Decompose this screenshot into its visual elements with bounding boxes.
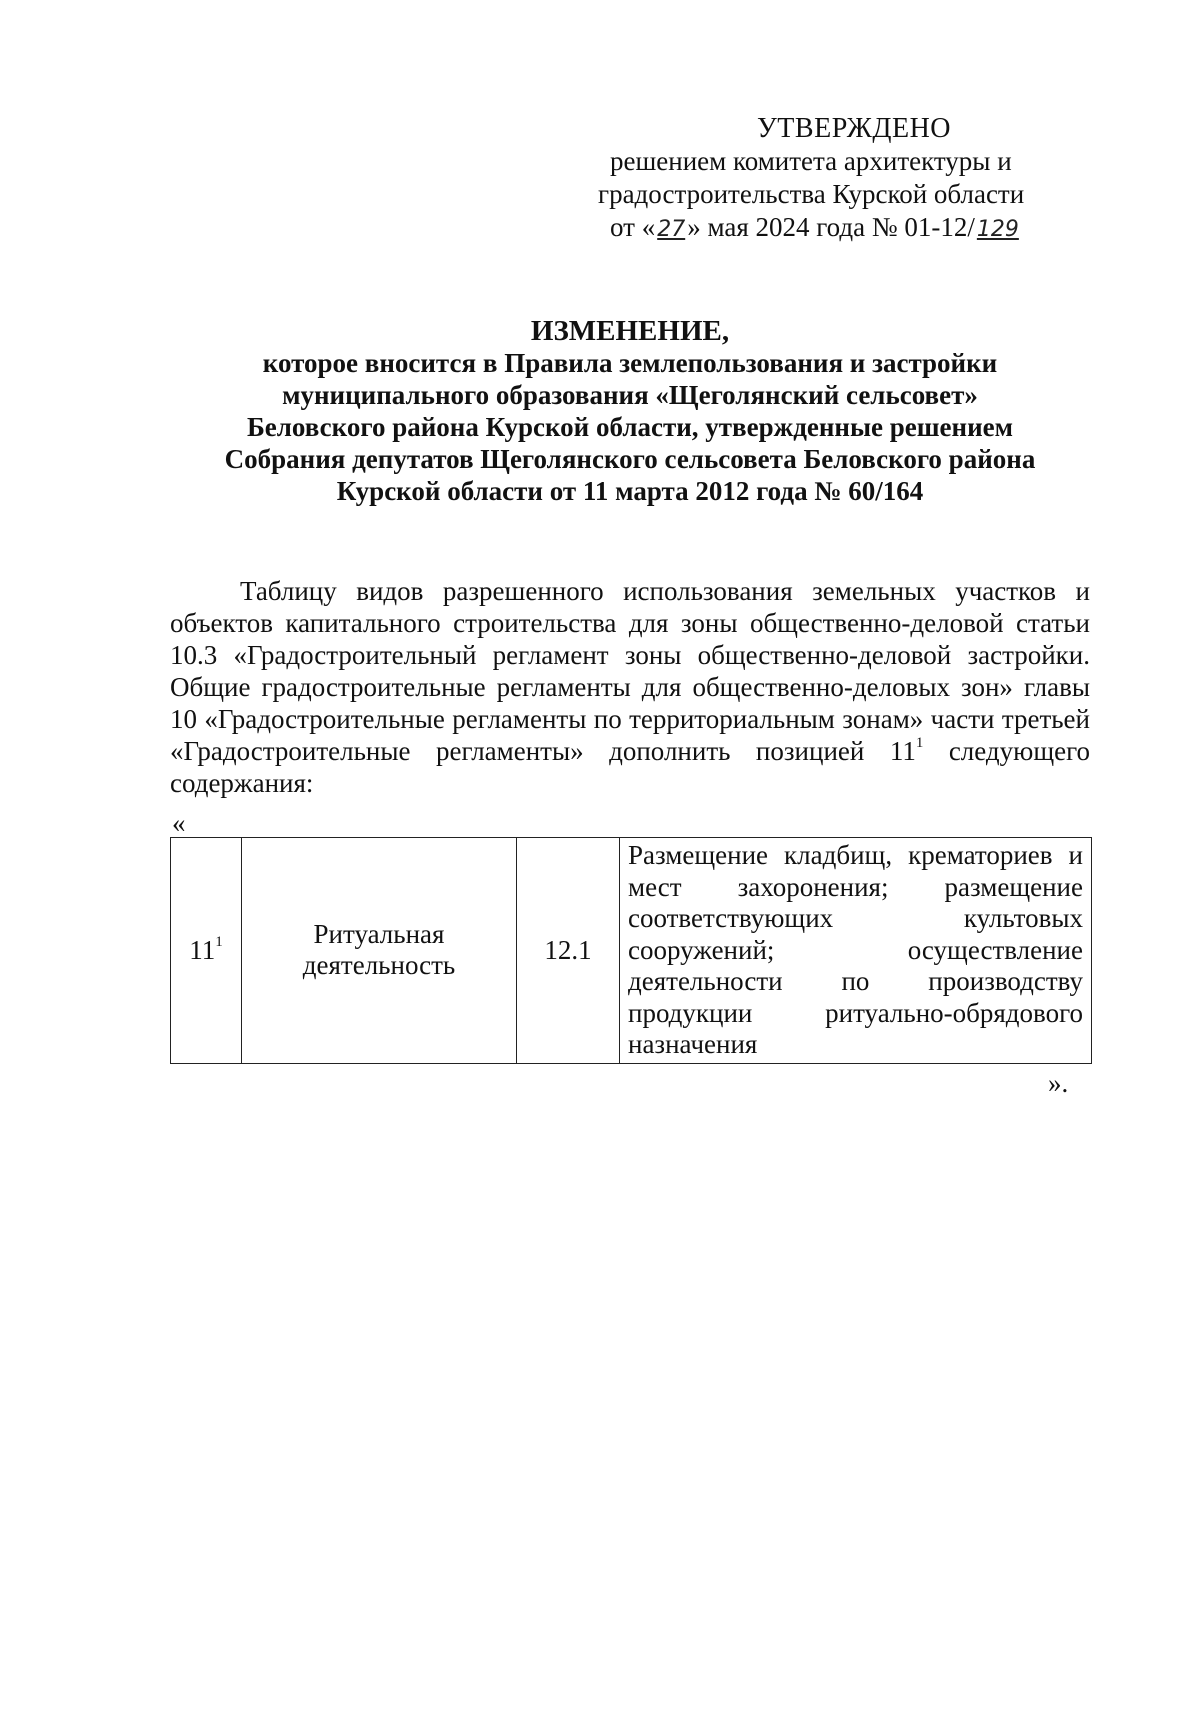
table-row bbox=[171, 838, 1092, 1064]
cell-number bbox=[171, 838, 242, 1064]
cell-description: Размещение кладбищ, крематориев и мест захоронения; размещение соответствующих культовых сооружений; осуществление деятельности по производству продукции ритуально-обрядового назначения bbox=[620, 838, 1092, 1064]
handwritten-number: 129 bbox=[976, 217, 1019, 242]
body-text-end: следующего содержания: bbox=[170, 736, 1090, 798]
body-paragraph bbox=[170, 575, 1090, 799]
date-middle: » мая 2024 года № 01-12/ bbox=[687, 212, 975, 242]
approval-block bbox=[598, 112, 1068, 246]
close-quote: ». bbox=[1048, 1068, 1069, 1098]
approval-line-1: решением комитета архитектуры и bbox=[610, 146, 1012, 176]
row-number-superscript: 1 bbox=[215, 933, 223, 950]
cell-name: Ритуальная деятельность bbox=[242, 838, 517, 1064]
heading-line-3: Беловского района Курской области, утвержденные решением bbox=[246, 412, 1014, 442]
body-superscript: 1 bbox=[915, 735, 924, 751]
approval-date-line bbox=[598, 211, 1068, 246]
document-title: ИЗМЕНЕНИЕ, bbox=[530, 315, 730, 347]
heading-line-2: муниципального образования «Щеголянский сельсовет» bbox=[282, 380, 978, 410]
approval-line-2: градостроительства Курской области bbox=[598, 179, 1025, 209]
date-prefix: от « bbox=[610, 212, 656, 242]
heading-line-5: Курской области от 11 марта 2012 года № 60/164 bbox=[336, 476, 924, 506]
approved-title: УТВЕРЖДЕНО bbox=[756, 113, 952, 144]
heading-line-4: Собрания депутатов Щеголянского сельсовета Беловского района bbox=[224, 444, 1036, 474]
row-number: 11 bbox=[189, 934, 216, 965]
land-use-table bbox=[170, 837, 1092, 1064]
heading-line-1: которое вносится в Правила землепользования и застройки bbox=[262, 348, 998, 378]
handwritten-day: 27 bbox=[657, 217, 686, 242]
body-text-main: Таблицу видов разрешенного использования земельных участков и объектов капитального строительства для зоны общественно-деловой статьи 10.3 «Градостроительный регламент зоны общественно-деловой застройки. Общие градостроительные регламенты для общественно-деловых зон» главы 10 «Градостроительные регламенты по территориальным зонам» части третьей «Градостроительные регламенты» дополнить позицией 11 bbox=[170, 576, 1090, 766]
open-quote: « bbox=[172, 808, 186, 838]
document-heading bbox=[170, 315, 1090, 507]
cell-code: 12.1 bbox=[517, 838, 620, 1064]
